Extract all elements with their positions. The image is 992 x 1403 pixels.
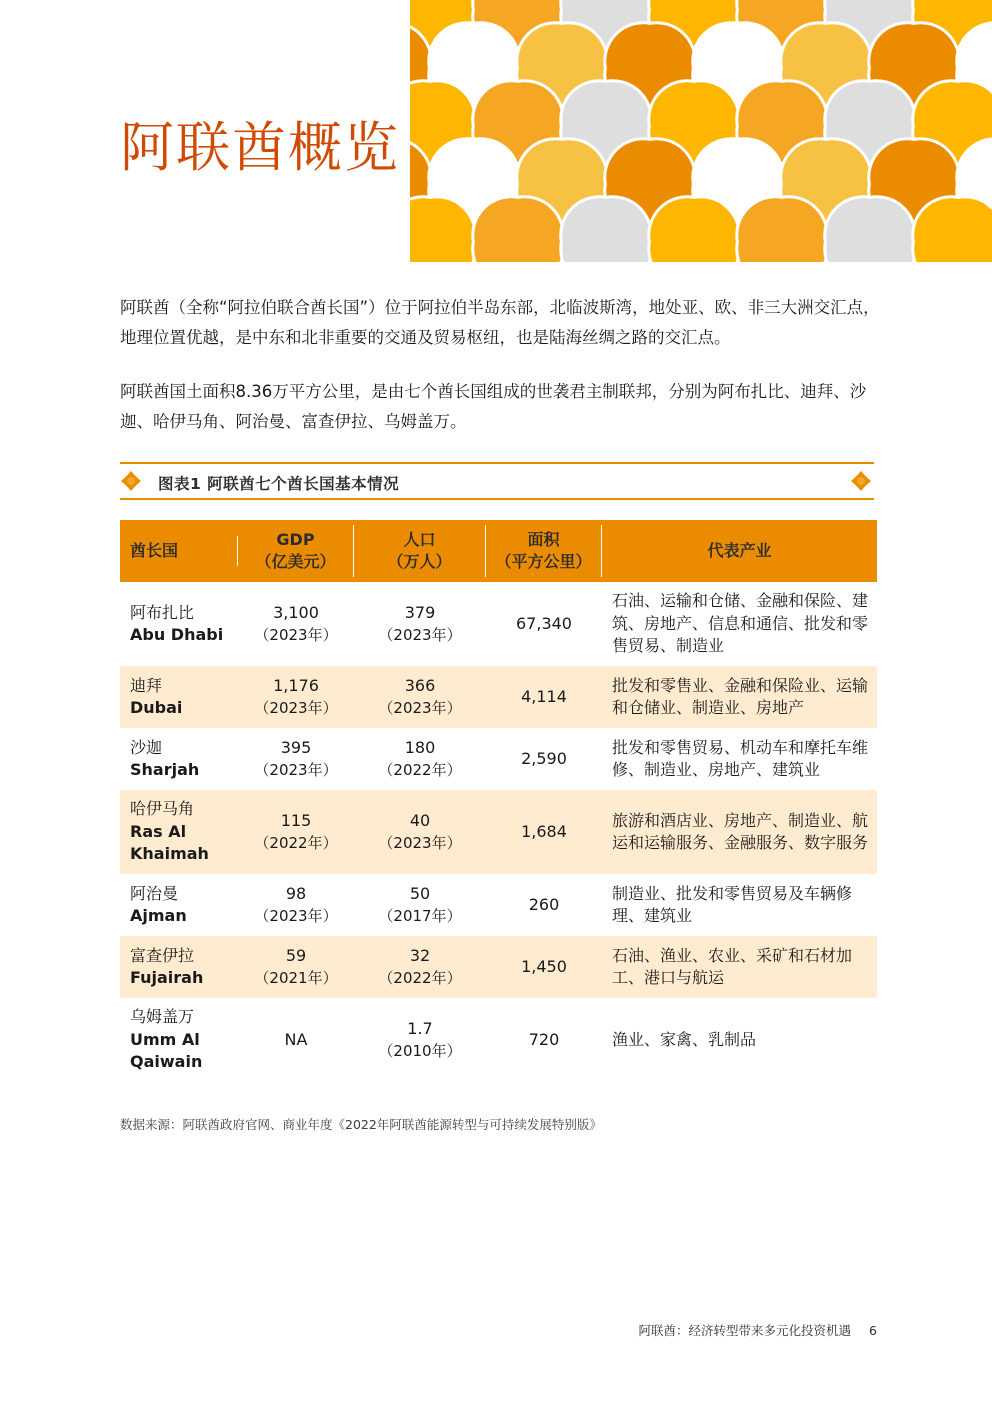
emirate-name: 乌姆盖万 Umm Al Qaiwain [130,1007,203,1072]
gdp-cell: 115 （2022年） [238,790,354,874]
footer-title: 阿联酋：经济转型带来多元化投资机遇 [638,1323,852,1338]
industry-cell: 石油、运输和仓储、金融和保险、建筑、房地产、信息和通信、批发和零售贸易、制造业 [612,591,869,656]
table-row [120,666,877,728]
header-decorative-pattern [410,0,992,262]
table-row [120,998,877,1082]
gdp-cell: 98 （2023年） [254,883,338,925]
pattern-tile [737,197,827,262]
pattern-tile [473,197,563,262]
industry-cell: 制造业、批发和零售贸易及车辆修理、建筑业 [612,883,853,925]
gdp-cell: 395 （2023年） [254,737,338,779]
population-cell: 180 （2022年） [378,737,462,779]
pattern-tile [913,197,992,262]
population-cell: 32 （2022年） [354,936,486,998]
pattern-tile [561,197,651,262]
area-cell: 720 [528,1029,560,1049]
page-footer [639,1321,877,1339]
figure-title: 图表1 阿联酋七个酋长国基本情况 [158,475,400,493]
industry-cell: 批发和零售业、金融和保险业、运输和仓储业、制造业、房地产 [602,666,877,728]
industry-cell: 石油、渔业、农业、采矿和石材加工、港口与航运 [602,936,877,998]
area-cell: 1,450 [486,936,602,998]
table-row [120,874,877,936]
industry-cell: 渔业、家禽、乳制品 [612,1029,757,1049]
table-header-row [120,520,877,582]
intro-paragraph-1: 阿联酋（全称“阿拉伯联合酋长国”）位于阿拉伯半岛东部，北临波斯湾，地处亚、欧、非三大洲交汇点，地理位置优越，是中东和北非重要的交通及贸易枢纽，也是陆海丝绸之路的交汇点。 [120,298,880,347]
page-title: 阿联酋概览 [120,116,400,179]
header-industry: 代表产业 [602,520,877,582]
population-cell: 379 （2023年） [378,602,462,644]
data-source-note: 数据来源：阿联酋政府官网、商业年度《2022年阿联酋能源转型与可持续发展特别版》 [120,1117,602,1132]
header-emirate: 酋长国 [120,520,238,582]
area-cell: 67,340 [516,613,572,633]
pattern-tile [825,197,915,262]
population-cell: 50 （2017年） [378,883,462,925]
area-cell: 4,114 [486,666,602,728]
intro-paragraph-2: 阿联酋国土面积8.36万平方公里，是由七个酋长国组成的世袭君主制联邦，分别为阿布扎比、迪拜、沙迦、哈伊马角、阿治曼、富查伊拉、乌姆盖万。 [120,382,867,431]
ornament-icon [120,470,142,492]
population-cell: 40 （2023年） [354,790,486,874]
population-cell: 1.7 （2010年） [378,1018,462,1060]
industry-cell: 批发和零售贸易、机动车和摩托车维修、制造业、房地产、建筑业 [612,737,869,779]
emirates-table [120,520,877,1082]
gdp-cell: 3,100 （2023年） [254,602,338,644]
header-area: 面积 （平方公里） [486,520,602,582]
table-row [120,582,877,666]
table-row [120,728,877,790]
gdp-cell: NA [284,1029,308,1049]
population-cell: 366 （2023年） [354,666,486,728]
ornament-icon [850,470,872,492]
figure-header [120,462,874,500]
area-cell: 2,590 [521,748,567,768]
header-gdp: GDP （亿美元） [238,520,354,582]
emirate-name: 哈伊马角 Ras Al Khaimah [120,790,238,874]
table-row [120,790,877,874]
table-row [120,936,877,998]
gdp-cell: 1,176 （2023年） [238,666,354,728]
emirate-name: 阿布扎比 Abu Dhabi [130,602,224,644]
emirate-name: 富查伊拉 Fujairah [120,936,238,998]
emirate-name: 迪拜 Dubai [120,666,238,728]
emirate-name: 阿治曼 Ajman [130,883,187,925]
area-cell: 260 [528,894,560,914]
pattern-tile [649,197,739,262]
area-cell: 1,684 [486,790,602,874]
emirate-name: 沙迦 Sharjah [130,737,200,779]
industry-cell: 旅游和酒店业、房地产、制造业、航运和运输服务、金融服务、数字服务 [602,790,877,874]
header-population: 人口 （万人） [354,520,486,582]
gdp-cell: 59 （2021年） [238,936,354,998]
page-number: 6 [869,1323,877,1338]
